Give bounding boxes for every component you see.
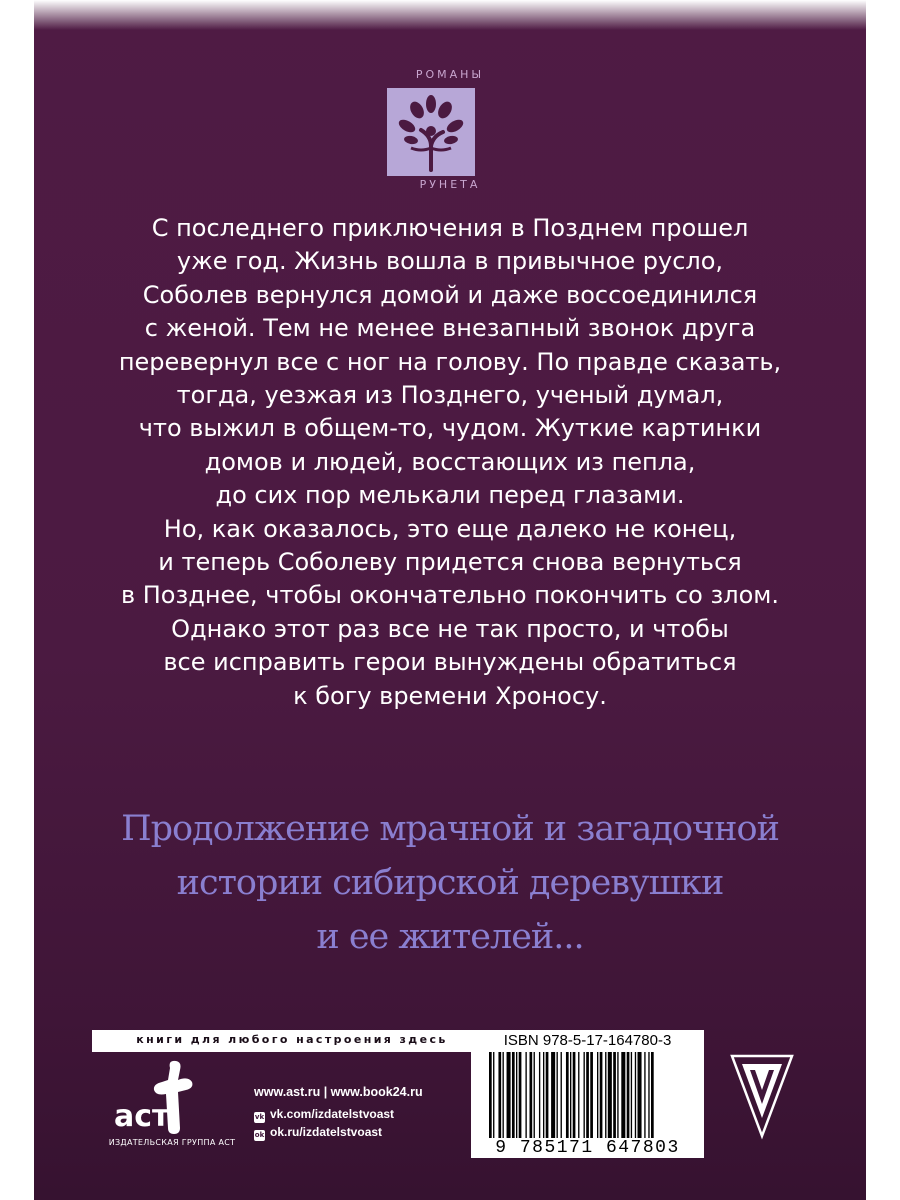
annotation-text	[94, 212, 806, 713]
mood-strip	[92, 1030, 492, 1052]
publisher-websites[interactable]: www.ast.ru | www.book24.ru	[254, 1085, 423, 1099]
barcode-bar	[525, 1052, 526, 1138]
barcode-bar	[605, 1052, 606, 1138]
blurb-line: что выжил в общем-то, чудом. Жуткие картинки	[138, 414, 762, 443]
isbn-barcode-box	[471, 1030, 704, 1158]
barcode-bar	[617, 1052, 618, 1138]
ok-link-text[interactable]: ok.ru/izdatelstvoast	[270, 1125, 383, 1139]
blurb-line: с женой. Тем не менее внезапный звонок друга	[144, 314, 756, 343]
tagline-line: Продолжение мрачной и загадочной	[121, 809, 779, 849]
blurb-line: Но, как оказалось, это еще далеко не конец,	[163, 514, 737, 543]
barcode-bar	[551, 1052, 555, 1138]
barcode-bar	[638, 1052, 642, 1138]
blurb-line: Соболев вернулся домой и даже воссоединился	[142, 280, 758, 309]
barcode-bar	[613, 1052, 616, 1138]
barcode-bar	[578, 1052, 579, 1138]
tagline-line: истории сибирской деревушки	[176, 863, 724, 903]
barcode-bar	[557, 1052, 558, 1138]
blurb-line: к богу времени Хроносу.	[293, 681, 607, 710]
ok-icon: ok	[254, 1131, 265, 1139]
blurb-line: до сих пор мелькали перед глазами.	[215, 481, 685, 510]
barcode-bar	[590, 1052, 593, 1138]
series-label-top: РОМАНЫ	[415, 68, 485, 81]
barcode-bar	[566, 1052, 569, 1138]
blurb-line: перевернул все с ног на голову. По правде сказать,	[118, 347, 782, 376]
barcode-bar	[648, 1052, 649, 1138]
blurb-line: и теперь Соболеву придется снова вернуться	[158, 548, 742, 577]
barcode-bar	[584, 1052, 585, 1138]
barcode-bar	[644, 1052, 645, 1138]
barcode-bar	[570, 1052, 571, 1138]
barcode-bar	[561, 1052, 562, 1138]
vk-link-text[interactable]: vk.com/izdatelstvoast	[270, 1107, 395, 1121]
barcode-bar	[597, 1052, 598, 1138]
top-edge-shade	[34, 0, 866, 30]
barcode-bar	[503, 1052, 504, 1138]
tree-leaves-person-icon	[387, 88, 475, 176]
publisher-name: ИЗДАТЕЛЬСКАЯ ГРУППА АСТ	[108, 1138, 236, 1147]
barcode-bar	[512, 1052, 515, 1138]
barcode-bar	[600, 1052, 603, 1138]
barcode-bar	[519, 1052, 522, 1138]
barcode-bar	[631, 1052, 632, 1138]
blurb-line: все исправить герои вынуждены обратиться	[163, 648, 737, 677]
barcode-bar	[651, 1052, 654, 1138]
tagline	[74, 802, 826, 964]
barcode-bar	[546, 1052, 549, 1138]
ast-logo-text: аст	[114, 1099, 170, 1134]
barcode-bar	[635, 1052, 636, 1138]
isbn-number: ISBN 978-5-17-164780-3	[503, 1032, 672, 1049]
barcode-bar	[621, 1052, 625, 1138]
blurb-line: С последнего приключения в Позднем прошел	[151, 214, 749, 242]
barcode-bar	[539, 1052, 540, 1138]
barcode-bar	[627, 1052, 630, 1138]
ast-logo	[108, 1058, 218, 1138]
v-triangle-icon	[730, 1052, 794, 1140]
barcode-bar	[498, 1052, 501, 1138]
barcode-bar	[489, 1052, 492, 1138]
barcode	[487, 1052, 697, 1138]
barcode-bar	[507, 1052, 511, 1138]
blurb-line: домов и людей, восстающих из пепла,	[204, 447, 696, 476]
mood-strip-text: книги для любого настроения здесь	[136, 1033, 448, 1046]
barcode-bar	[516, 1052, 517, 1138]
vk-link[interactable]	[254, 1107, 394, 1123]
blurb-line: тогда, уезжая из Позднего, ученый думал,	[176, 381, 724, 410]
barcode-digits: 9 785171 647803	[495, 1138, 680, 1158]
barcode-bar	[608, 1052, 612, 1138]
ok-link[interactable]	[254, 1125, 382, 1141]
back-cover	[34, 0, 866, 1200]
barcode-bar	[534, 1052, 535, 1138]
barcode-bar	[493, 1052, 494, 1138]
barcode-bar	[573, 1052, 576, 1138]
barcode-bar	[543, 1052, 544, 1138]
blurb-line: в Позднее, чтобы окончательно покончить со злом.	[120, 581, 780, 610]
barcode-bar	[530, 1052, 533, 1138]
series-label-bottom: РУНЕТА	[419, 178, 481, 191]
tagline-line: и ее жителей...	[316, 917, 584, 957]
barcode-bar	[586, 1052, 589, 1138]
vk-icon: vk	[254, 1113, 265, 1121]
blurb-line: уже год. Жизнь вошла в привычное русло,	[176, 247, 724, 276]
blurb-line: Однако этот раз все не так просто, и чтобы	[171, 614, 729, 643]
